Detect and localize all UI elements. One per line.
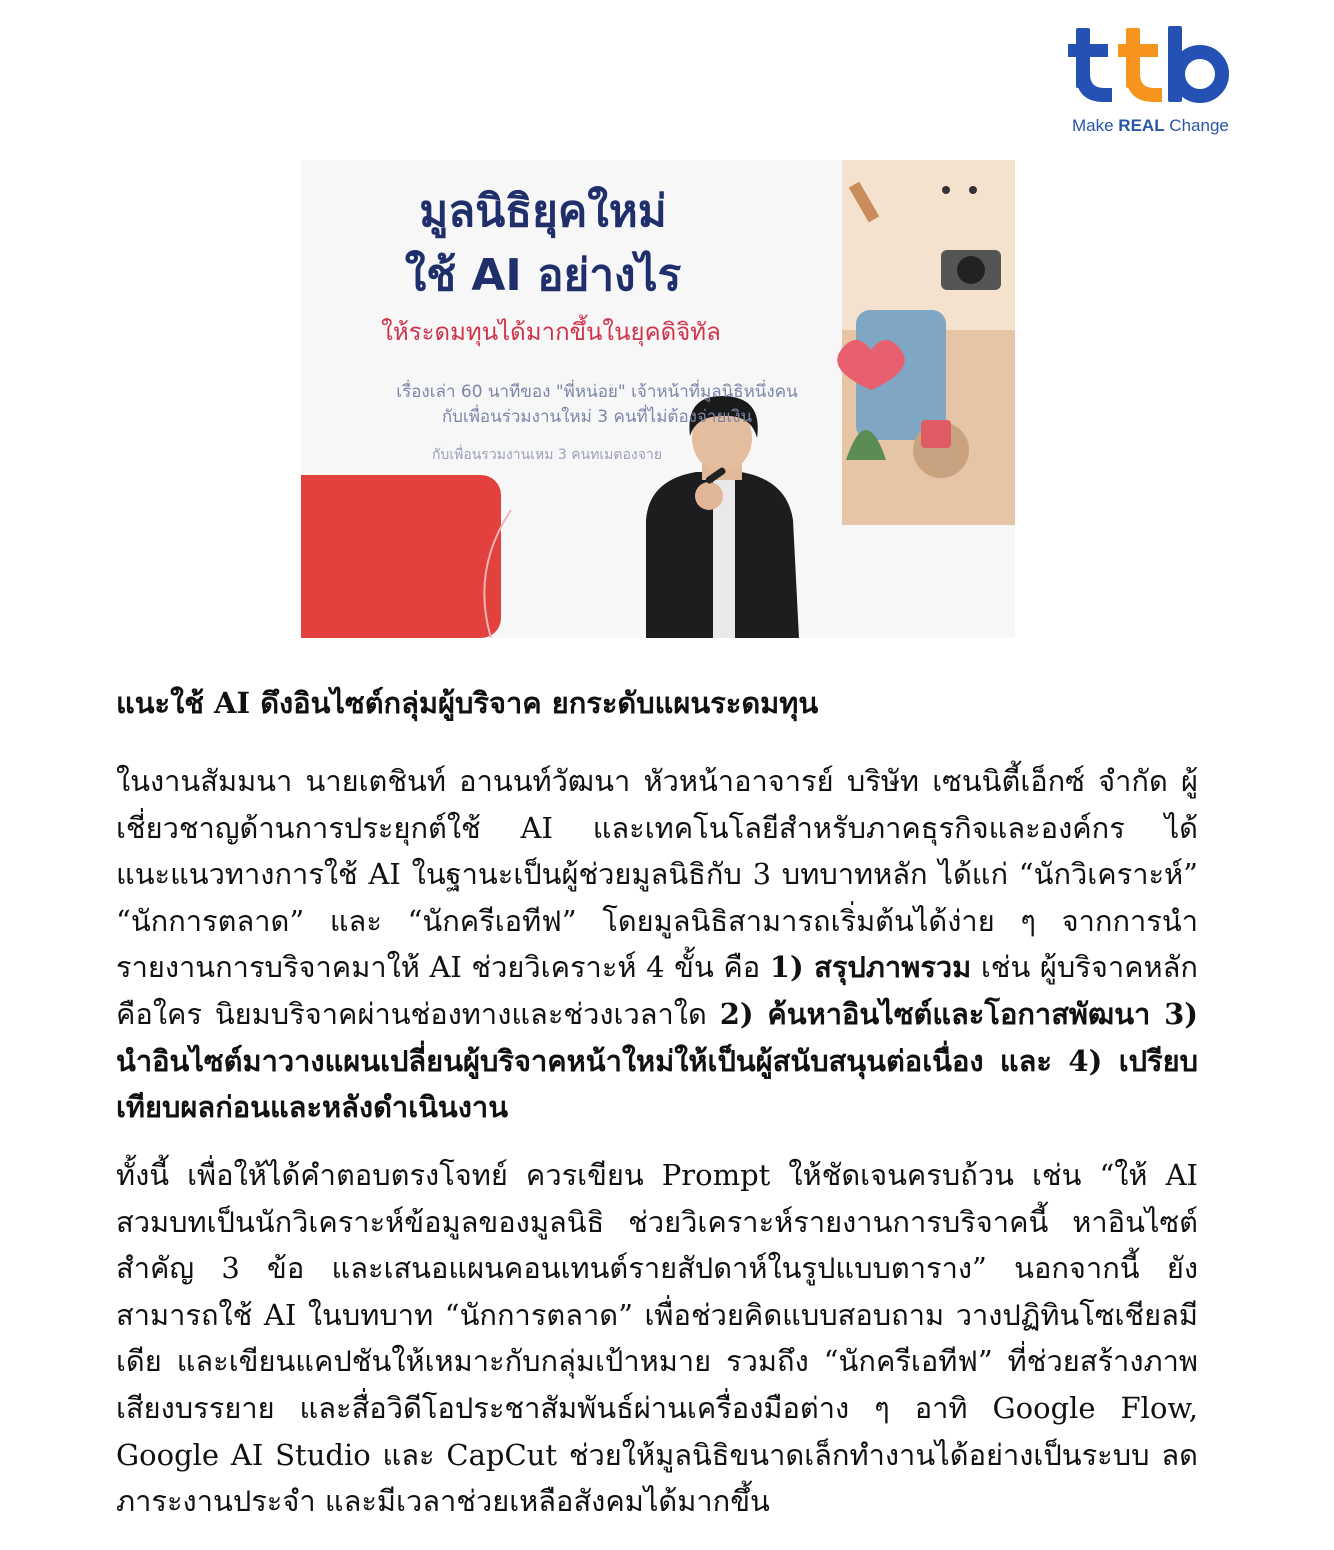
article-headline: แนะใช้ AI ดึงอินไซต์กลุ่มผู้บริจาค ยกระดับแผนระดมทุน: [116, 686, 819, 720]
slide-subtitle: ให้ระดมทุนได้มากขึ้นในยุคดิจิทัล: [381, 318, 721, 346]
brand-tagline: Make REAL Change: [1072, 116, 1229, 135]
slide-title: มูลนิธิยุคใหม่ ใช้ AI อย่างไร: [404, 186, 682, 301]
event-photo: [301, 160, 1015, 638]
slide-description: เรื่องเล่า 60 นาทีของ "พี่หน่อย" เจ้าหน้าที่มูลนิธิหนึ่งคน กับเพื่อนร่วมงานใหม่ 3 คนที่ไม่ต้องจ่ายเงิน: [396, 382, 798, 427]
article-paragraph-2: ทั้งนี้ เพื่อให้ได้คำตอบตรงโจทย์ ควรเขียน Prompt ให้ชัดเจนครบถ้วน เช่น “ให้ AI สวมบทเป็นนักวิเคราะห์ข้อมูลของมูลนิธิ ช่วยวิเคราะห์รายงานการบริจาคนี้ หาอินไซต์สำคัญ 3 ข้อ และเสนอแผนคอนเทนต์รายสัปดาห์ในรูปแบบตาราง” นอกจากนี้ ยังสามารถใช้ AI ในบทบาท “นักการตลาด” เพื่อช่วยคิดแบบสอบถาม วางปฏิทินโซเชียลมีเดีย และเขียนแคปชันให้เหมาะกับกลุ่มเป้าหมาย รวมถึง “นักครีเอทีฟ” ที่ช่วยสร้างภาพ เสียงบรรยาย และสื่อวิดีโอประชาสัมพันธ์ผ่านเครื่องมือต่าง ๆ อาทิ Google Flow, Google AI Studio และ CapCut ช่วยให้มูลนิธิขนาดเล็กทำงานได้อย่างเป็นระบบ ลดภาระงานประจำ และมีเวลาช่วยเหลือสังคมได้มากขึ้น: [116, 1158, 1198, 1519]
slide-description-reflection: กับเพื่อนรวมงานเหม 3 คนทเมตองจาย: [431, 447, 663, 463]
ttb-wordmark-icon: [1064, 22, 1234, 112]
article-paragraph-1: ในงานสัมมนา นายเตชินท์ อานนท์วัฒนา หัวหน้าอาจารย์ บริษัท เซนนิตี้เอ็กซ์ จำกัด ผู้เชี่ยวชาญด้านการประยุกต์ใช้ AI และเทคโนโลยีสำหรับภาคธุรกิจและองค์กร ได้แนะแนวทางการใช้ AI ในฐานะเป็นผู้ช่วยมูลนิธิกับ 3 บทบาทหลัก ได้แก่ “นักวิเคราะห์” “นักการตลาด” และ “นักครีเอทีฟ” โดยมูลนิธิสามารถเริ่มต้นได้ง่าย ๆ จากการนำรายงานการบริจาคมาให้ AI ช่วยวิเคราะห์ 4 ขั้น คือ 1) สรุปภาพรวม เช่น ผู้บริจาคหลักคือใคร นิยมบริจาคผ่านช่องทางและช่วงเวลาใด 2) ค้นหาอินไซต์และโอกาสพัฒนา 3) นำอินไซต์มาวางแผนเปลี่ยนผู้บริจาคหน้าใหม่ให้เป็นผู้สนับสนุนต่อเนื่อง และ 4) เปรียบเทียบผลก่อนและหลังดำเนินงาน: [116, 764, 1199, 1125]
